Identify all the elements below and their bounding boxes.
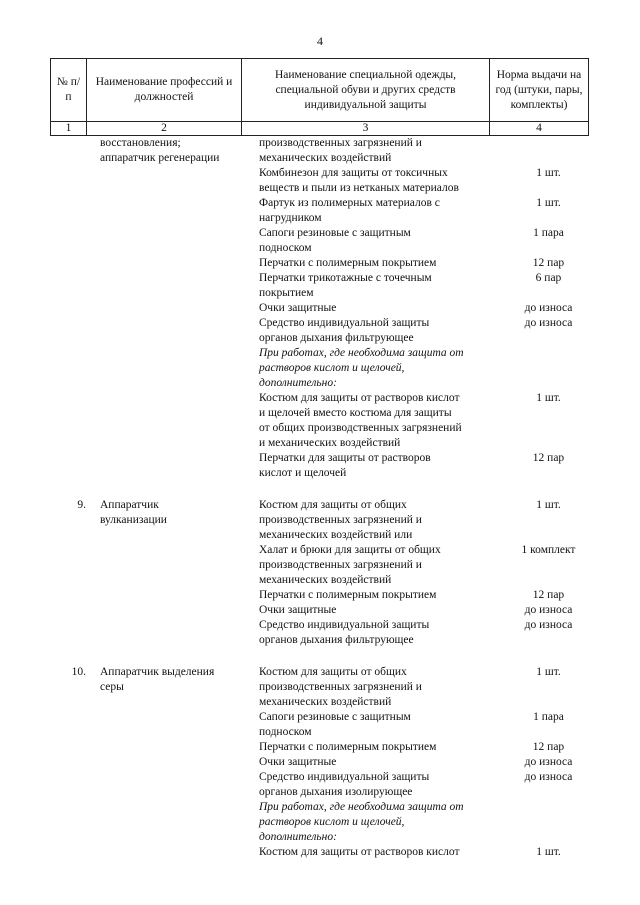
- profession-name: [90, 770, 255, 785]
- profession-name: [90, 543, 255, 558]
- equipment-name: Перчатки с полимерным покрытием: [259, 741, 437, 753]
- item-number: [50, 845, 90, 860]
- profession-name: [90, 633, 255, 648]
- item-number: [50, 710, 90, 725]
- table-row: [50, 815, 588, 830]
- item-number: [50, 725, 90, 740]
- item-number: [50, 391, 90, 406]
- profession-name: [90, 603, 255, 618]
- item-number: [50, 211, 90, 226]
- equipment-name: Сапоги резиновые с защитным: [259, 227, 411, 239]
- issue-norm: 1 шт.: [536, 666, 561, 678]
- profession-name: [90, 226, 255, 241]
- item-number: [50, 558, 90, 573]
- table-row: [50, 136, 588, 151]
- item-number: [50, 421, 90, 436]
- issue-norm: [499, 725, 598, 740]
- profession-name: [90, 618, 255, 633]
- issue-norm: [499, 286, 598, 301]
- issue-norm: [499, 680, 598, 695]
- item-number: [50, 466, 90, 481]
- table-row: [50, 800, 588, 815]
- equipment-name: Халат и брюки для защиты от общих: [259, 544, 441, 556]
- item-number: [50, 196, 90, 211]
- item-number: [50, 573, 90, 588]
- equipment-name: производственных загрязнений и: [259, 514, 422, 526]
- profession-name: [90, 710, 255, 725]
- table-row: [50, 226, 588, 241]
- table-row: [50, 725, 588, 740]
- equipment-name: механических воздействий: [259, 574, 392, 586]
- table-row: [50, 421, 588, 436]
- issue-norm: 1 шт.: [536, 197, 561, 209]
- item-number: [50, 241, 90, 256]
- profession-name: [90, 573, 255, 588]
- profession-name: [90, 196, 255, 211]
- table-row: [50, 710, 588, 725]
- equipment-name: подноском: [259, 726, 312, 738]
- issue-norm: [499, 800, 598, 815]
- issue-norm: 12 пар: [532, 452, 565, 464]
- profession-name: [90, 286, 255, 301]
- issue-norm: [499, 830, 598, 845]
- profession-name: [90, 256, 255, 271]
- table-row: [50, 785, 588, 800]
- equipment-name: растворов кислот и щелочей,: [259, 362, 405, 374]
- profession-name: восстановления;: [100, 137, 181, 149]
- equipment-name: Костюм для защиты от общих: [259, 499, 407, 511]
- profession-name: серы: [100, 681, 124, 693]
- profession-name: Аппаратчик: [100, 499, 159, 511]
- issue-norm: [499, 513, 598, 528]
- table-row: [50, 618, 588, 633]
- profession-name: [90, 558, 255, 573]
- equipment-name: При работах, где необходима защита от: [259, 801, 464, 813]
- item-number: [50, 513, 90, 528]
- table-row: [50, 436, 588, 451]
- profession-name: [90, 391, 255, 406]
- item-number: [50, 785, 90, 800]
- issue-norm: [499, 421, 598, 436]
- table-row: [50, 633, 588, 648]
- table-row: [50, 361, 588, 376]
- table-row: [50, 241, 588, 256]
- equipment-name: Очки защитные: [259, 756, 337, 768]
- issue-norm: до износа: [524, 317, 573, 329]
- table-row: [50, 196, 588, 211]
- issue-norm: 1 шт.: [536, 167, 561, 179]
- item-number: [50, 755, 90, 770]
- profession-name: [90, 740, 255, 755]
- issue-norm: 12 пар: [532, 741, 565, 753]
- table-row: [50, 755, 588, 770]
- item-number: [50, 151, 90, 166]
- equipment-name: нагрудником: [259, 212, 322, 224]
- table-row: [50, 331, 588, 346]
- item-number: [50, 136, 90, 151]
- equipment-name: от общих производственных загрязнений: [259, 422, 462, 434]
- issue-norm: 1 шт.: [536, 499, 561, 511]
- table-row: [50, 603, 588, 618]
- table-row: [50, 286, 588, 301]
- item-number: 9.: [77, 499, 86, 511]
- table-row: [50, 181, 588, 196]
- table-row: [50, 528, 588, 543]
- table-row: [50, 513, 588, 528]
- table-row: [50, 498, 588, 513]
- table-row: [50, 695, 588, 710]
- equipment-name: растворов кислот и щелочей,: [259, 816, 405, 828]
- item-number: [50, 588, 90, 603]
- item-number: [50, 680, 90, 695]
- profession-name: Аппаратчик выделения: [100, 666, 215, 678]
- equipment-name: Перчатки с полимерным покрытием: [259, 589, 437, 601]
- table-row: [50, 256, 588, 271]
- table-row: [50, 573, 588, 588]
- equipment-name: органов дыхания фильтрующее: [259, 634, 414, 646]
- issue-norm: до износа: [524, 771, 573, 783]
- item-number: [50, 618, 90, 633]
- equipment-name: дополнительно:: [259, 831, 337, 843]
- profession-name: [90, 361, 255, 376]
- table-row: [50, 558, 588, 573]
- profession-name: [90, 331, 255, 346]
- profession-name: [90, 241, 255, 256]
- item-number: [50, 603, 90, 618]
- equipment-name: Перчатки с полимерным покрытием: [259, 257, 437, 269]
- profession-name: [90, 406, 255, 421]
- header-num-2: 2: [87, 122, 242, 136]
- equipment-name: механических воздействий: [259, 696, 392, 708]
- equipment-name: производственных загрязнений и: [259, 681, 422, 693]
- item-number: [50, 543, 90, 558]
- equipment-name: органов дыхания фильтрующее: [259, 332, 414, 344]
- equipment-name: Очки защитные: [259, 302, 337, 314]
- issue-norm: [499, 346, 598, 361]
- item-number: [50, 376, 90, 391]
- profession-name: [90, 316, 255, 331]
- table-row: [50, 845, 588, 860]
- table-row: [50, 740, 588, 755]
- profession-name: [90, 755, 255, 770]
- item-number: [50, 256, 90, 271]
- profession-name: [90, 785, 255, 800]
- issue-norm: [499, 376, 598, 391]
- issue-norm: 1 шт.: [536, 392, 561, 404]
- issue-norm: [499, 633, 598, 648]
- item-number: [50, 301, 90, 316]
- header-num-4: 4: [490, 122, 589, 136]
- issue-norm: [499, 136, 598, 151]
- item-number: [50, 331, 90, 346]
- profession-name: [90, 830, 255, 845]
- table-body: [50, 136, 588, 860]
- header-num-3: 3: [242, 122, 490, 136]
- issue-norm: до износа: [524, 756, 573, 768]
- table-row: [50, 665, 588, 680]
- profession-name: [90, 211, 255, 226]
- item-number: [50, 528, 90, 543]
- header-num-1: 1: [51, 122, 87, 136]
- issue-norm: 1 шт.: [536, 846, 561, 858]
- issue-norm: [499, 573, 598, 588]
- table-row: [50, 301, 588, 316]
- equipment-name: Костюм для защиты от растворов кислот: [259, 846, 460, 858]
- profession-name: [90, 528, 255, 543]
- profession-name: [90, 346, 255, 361]
- issue-norm: 1 пара: [533, 227, 564, 239]
- table-row: [50, 406, 588, 421]
- table-row: [50, 376, 588, 391]
- item-number: [50, 361, 90, 376]
- table-row: [50, 466, 588, 481]
- equipment-name: кислот и щелочей: [259, 467, 347, 479]
- equipment-name: При работах, где необходима защита от: [259, 347, 464, 359]
- profession-name: [90, 376, 255, 391]
- item-number: [50, 346, 90, 361]
- equipment-name: механических воздействий или: [259, 529, 413, 541]
- header-col-norm: Норма выдачи на год (штуки, пары, комплекты): [490, 59, 589, 122]
- table-row: [50, 391, 588, 406]
- equipment-name: органов дыхания изолирующее: [259, 786, 413, 798]
- equipment-name: Перчатки для защиты от растворов: [259, 452, 431, 464]
- item-number: 10.: [71, 666, 86, 678]
- issue-norm: [499, 151, 598, 166]
- profession-name: [90, 451, 255, 466]
- equipment-name: Перчатки трикотажные с точечным: [259, 272, 432, 284]
- item-number: [50, 800, 90, 815]
- profession-name: [90, 421, 255, 436]
- item-number: [50, 695, 90, 710]
- issue-norm: 1 пара: [533, 711, 564, 723]
- equipment-name: Комбинезон для защиты от токсичных: [259, 167, 448, 179]
- issue-norm: [499, 528, 598, 543]
- table-row: [50, 166, 588, 181]
- item-number: [50, 633, 90, 648]
- issue-norm: [499, 436, 598, 451]
- equipment-name: механических воздействий: [259, 152, 392, 164]
- equipment-name: Очки защитные: [259, 604, 337, 616]
- equipment-name: и щелочей вместо костюма для защиты: [259, 407, 452, 419]
- profession-name: [90, 436, 255, 451]
- profession-name: [90, 271, 255, 286]
- issue-norm: [499, 241, 598, 256]
- item-number: [50, 740, 90, 755]
- issue-norm: [499, 211, 598, 226]
- profession-name: [90, 725, 255, 740]
- table-header: [50, 58, 589, 136]
- equipment-name: подноском: [259, 242, 312, 254]
- profession-name: [90, 845, 255, 860]
- item-number: [50, 406, 90, 421]
- table-row: [50, 543, 588, 558]
- equipment-name: Костюм для защиты от растворов кислот: [259, 392, 460, 404]
- table-row: [50, 770, 588, 785]
- profession-name: [90, 815, 255, 830]
- item-number: [50, 830, 90, 845]
- table-row: [50, 451, 588, 466]
- profession-name: [90, 695, 255, 710]
- equipment-name: Фартук из полимерных материалов с: [259, 197, 440, 209]
- equipment-name: производственных загрязнений и: [259, 137, 422, 149]
- equipment-name: Костюм для защиты от общих: [259, 666, 407, 678]
- item-number: [50, 166, 90, 181]
- table-row: [50, 346, 588, 361]
- issue-norm: 1 комплект: [521, 544, 576, 556]
- profession-name: вулканизации: [100, 514, 167, 526]
- item-number: [50, 436, 90, 451]
- item-number: [50, 271, 90, 286]
- table-row: [50, 211, 588, 226]
- issue-norm: 12 пар: [532, 589, 565, 601]
- table-row: [50, 680, 588, 695]
- profession-name: аппаратчик регенерации: [100, 152, 220, 164]
- profession-name: [90, 466, 255, 481]
- header-col-number: № п/п: [51, 59, 87, 122]
- page-number: 4: [317, 34, 323, 48]
- equipment-name: Средство индивидуальной защиты: [259, 317, 430, 329]
- equipment-name: веществ и пыли из нетканых материалов: [259, 182, 459, 194]
- issue-norm: [499, 181, 598, 196]
- profession-name: [90, 181, 255, 196]
- item-number: [50, 451, 90, 466]
- equipment-name: и механических воздействий: [259, 437, 401, 449]
- issue-norm: [499, 331, 598, 346]
- equipment-name: дополнительно:: [259, 377, 337, 389]
- equipment-name: производственных загрязнений и: [259, 559, 422, 571]
- table-row: [50, 830, 588, 845]
- item-number: [50, 226, 90, 241]
- table-row: [50, 588, 588, 603]
- issue-norm: [499, 558, 598, 573]
- header-col-equipment: Наименование специальной одежды, специальной обуви и других средств индивидуальной защиты: [242, 59, 490, 122]
- item-number: [50, 181, 90, 196]
- table-row: [50, 316, 588, 331]
- profession-name: [90, 301, 255, 316]
- equipment-name: Сапоги резиновые с защитным: [259, 711, 411, 723]
- equipment-name: Средство индивидуальной защиты: [259, 619, 430, 631]
- profession-name: [90, 588, 255, 603]
- issue-norm: [499, 785, 598, 800]
- item-number: [50, 770, 90, 785]
- issue-norm: до износа: [524, 604, 573, 616]
- issue-norm: до износа: [524, 302, 573, 314]
- header-col-profession: Наименование профессий и должностей: [87, 59, 242, 122]
- item-number: [50, 815, 90, 830]
- issue-norm: до износа: [524, 619, 573, 631]
- issue-norm: [499, 406, 598, 421]
- issue-norm: 6 пар: [535, 272, 562, 284]
- profession-name: [90, 166, 255, 181]
- table-row: [50, 151, 588, 166]
- issue-norm: [499, 361, 598, 376]
- issue-norm: [499, 815, 598, 830]
- equipment-name: Средство индивидуальной защиты: [259, 771, 430, 783]
- issue-norm: 12 пар: [532, 257, 565, 269]
- table-row: [50, 271, 588, 286]
- item-number: [50, 316, 90, 331]
- profession-name: [90, 800, 255, 815]
- equipment-name: покрытием: [259, 287, 314, 299]
- section-gap: [50, 481, 588, 498]
- item-number: [50, 286, 90, 301]
- section-gap: [50, 648, 588, 665]
- issue-norm: [499, 695, 598, 710]
- issue-norm: [499, 466, 598, 481]
